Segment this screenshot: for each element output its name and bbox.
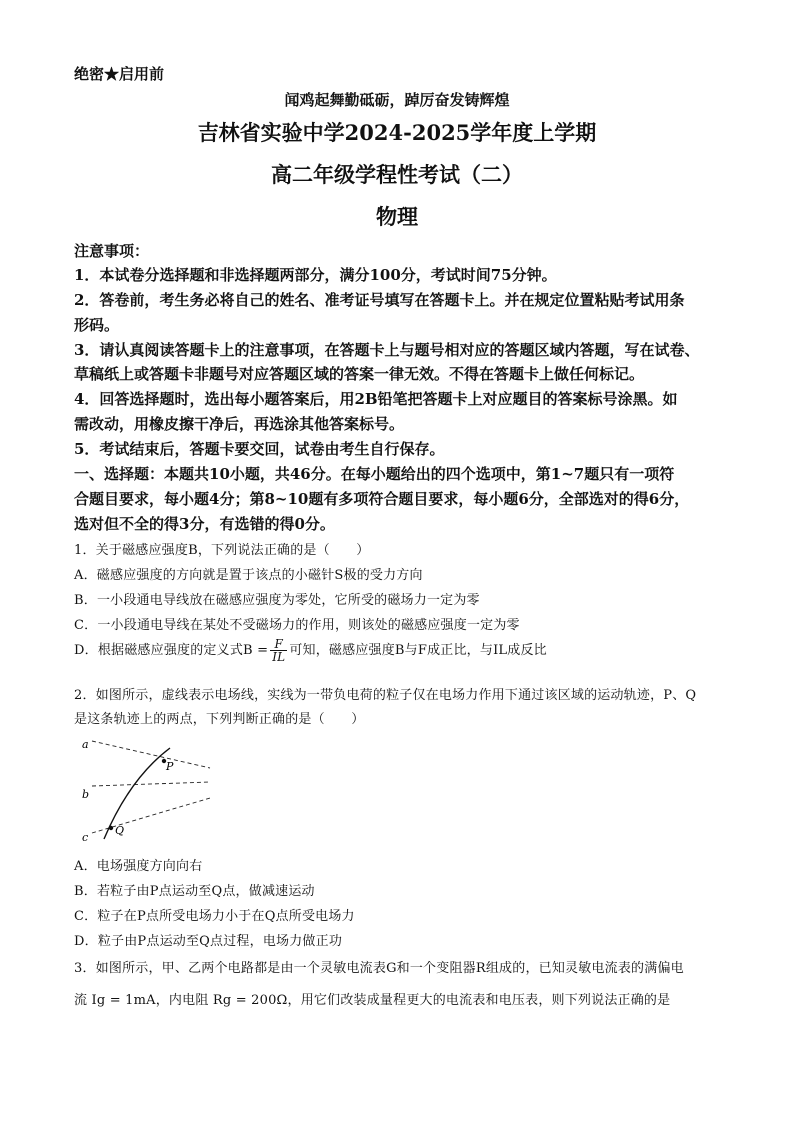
label-a: a xyxy=(82,738,89,751)
note-line: 形码。 xyxy=(74,316,120,334)
note-line: 3．请认真阅读答题卡上的注意事项，在答题卡上与题号相对应的答题区域内答题，写在试卷、 xyxy=(74,341,700,359)
note-line: 5．考试结束后，答题卡要交回，试卷由考生自行保存。 xyxy=(74,440,445,458)
q2-option-d: D．粒子由P点运动至Q点过程，电场力做正功 xyxy=(74,934,343,949)
q1-option-d xyxy=(74,638,547,663)
q1-option-d-prefix: D．根据磁感应强度的定义式B = xyxy=(74,643,269,658)
q2-option-b: B．若粒子由P点运动至Q点，做减速运动 xyxy=(74,884,315,899)
q3-stem: 3．如图所示，甲、乙两个电路都是由一个灵敏电流表G和一个变阻器R组成的，已知灵敏电流表的满偏电 xyxy=(74,961,684,976)
q2-option-c: C．粒子在P点所受电场力小于在Q点所受电场力 xyxy=(74,909,355,924)
section-instructions: 合题目要求，每小题4分；第8~10题有多项符合题目要求，每小题6分，全部选对的得6分， xyxy=(74,490,690,508)
fraction-numerator: F xyxy=(270,638,287,651)
fraction-denominator: IL xyxy=(272,650,286,664)
q1-stem: 1．关于磁感应强度B，下列说法正确的是（ ） xyxy=(74,543,370,558)
motto: 闻鸡起舞勤砥砺，踔厉奋发铸辉煌 xyxy=(284,91,510,109)
label-q: Q xyxy=(115,824,125,837)
secret-mark: 绝密★启用前 xyxy=(74,65,165,83)
note-line: 1．本试卷分选择题和非选择题两部分，满分100分，考试时间75分钟。 xyxy=(74,266,557,284)
note-line: 4．回答选择题时，选出每小题答案后，用2B铅笔把答题卡上对应题目的答案标号涂黑。如 xyxy=(74,390,678,408)
electric-field-diagram xyxy=(78,734,218,844)
particle-trajectory xyxy=(104,748,170,839)
formula-fraction xyxy=(270,638,287,663)
label-p: P xyxy=(166,760,174,773)
q1-option-a: A．磁感应强度的方向就是置于该点的小磁针S极的受力方向 xyxy=(74,568,423,583)
notes-heading: 注意事项： xyxy=(74,242,150,260)
exam-title: 吉林省实验中学2024-2025学年度上学期 xyxy=(197,120,597,145)
q2-stem: 2．如图所示，虚线表示电场线，实线为一带负电荷的粒子仅在电场力作用下通过该区域的运动轨迹，P、Q xyxy=(74,688,697,703)
note-line: 需改动，用橡皮擦干净后，再选涂其他答案标号。 xyxy=(74,415,405,433)
subject-title: 物理 xyxy=(376,204,418,229)
label-b: b xyxy=(82,788,90,801)
label-c: c xyxy=(82,831,89,844)
q2-stem: 是这条轨迹上的两点，下列判断正确的是（ ） xyxy=(74,712,365,727)
section-instructions: 一、选择题：本题共10小题，共46分。在每小题给出的四个选项中，第1~7题只有一项符 xyxy=(74,465,675,483)
field-line-b xyxy=(92,782,210,786)
point-q-dot xyxy=(109,826,113,830)
section-instructions: 选对但不全的得3分，有选错的得0分。 xyxy=(74,515,335,533)
note-line: 草稿纸上或答题卡非题号对应答题区域的答案一律无效。不得在答题卡上做任何标记。 xyxy=(74,365,645,383)
exam-subtitle: 高二年级学程性考试（二） xyxy=(271,162,523,187)
q1-option-d-suffix: 可知，磁感应强度B与F成正比，与IL成反比 xyxy=(289,643,547,658)
q1-option-b: B．一小段通电导线放在磁感应强度为零处，它所受的磁场力一定为零 xyxy=(74,593,480,608)
q2-option-a: A．电场强度方向向右 xyxy=(74,859,203,874)
q3-stem: 流 Ig = 1mA，内电阻 Rg = 200Ω，用它们改装成量程更大的电流表和电压表，则下列说法正确的是 xyxy=(74,993,671,1008)
q1-option-c: C．一小段通电导线在某处不受磁场力的作用，则该处的磁感应强度一定为零 xyxy=(74,618,520,633)
note-line: 2．答卷前，考生务必将自己的姓名、准考证号填写在答题卡上。并在规定位置粘贴考试用条 xyxy=(74,291,685,309)
